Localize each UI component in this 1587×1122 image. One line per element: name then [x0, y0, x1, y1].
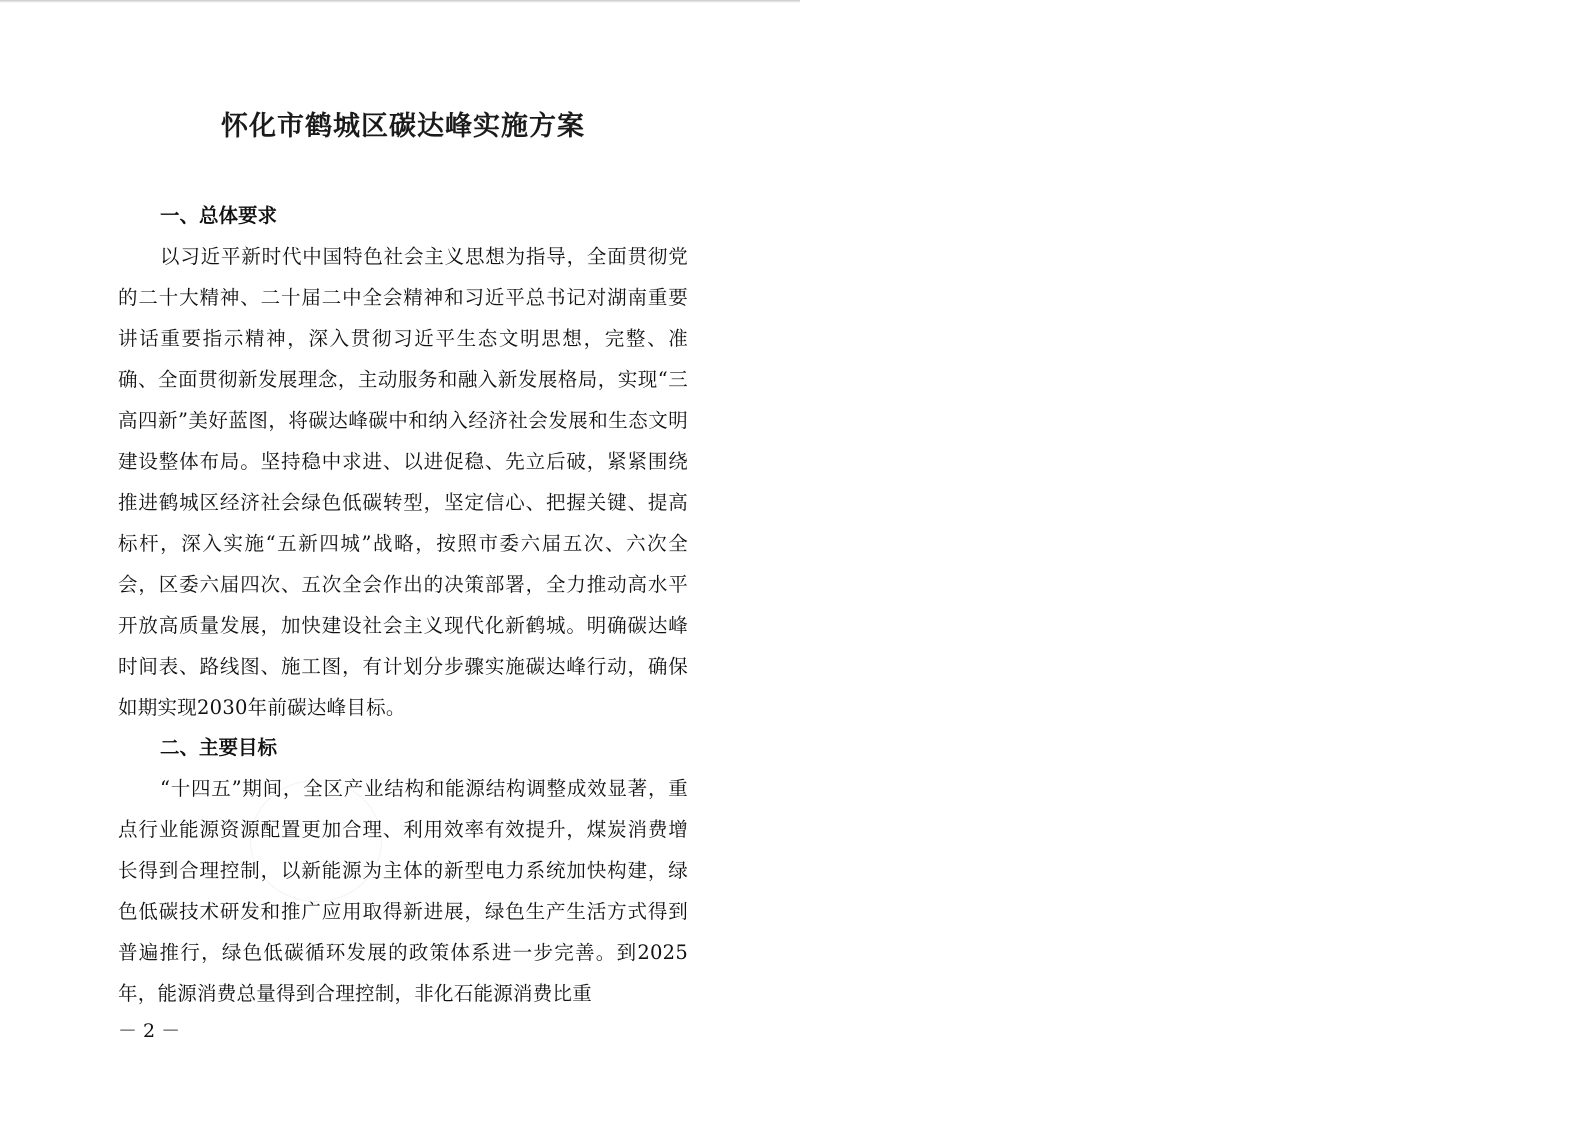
- section-1-paragraph: 以习近平新时代中国特色社会主义思想为指导，全面贯彻党的二十大精神、二十届二中全会精神和习近平总书记对湖南重要讲话重要指示精神，深入贯彻习近平生态文明思想，完整、准确、全面贯彻新发展理念，主动服务和融入新发展格局，实现“三高四新”美好蓝图，将碳达峰碳中和纳入经济社会发展和生态文明建设整体布局。坚持稳中求进、以进促稳、先立后破，紧紧围绕推进鹤城区经济社会绿色低碳转型，坚定信心、把握关键、提高标杆，深入实施“五新四城”战略，按照市委六届五次、六次全会，区委六届四次、五次全会作出的决策部署，全力推动高水平开放高质量发展，加快建设社会主义现代化新鹤城。明确碳达峰时间表、路线图、施工图，有计划分步骤实施碳达峰行动，确保如期实现2030年前碳达峰目标。: [118, 245, 688, 719]
- section-2-paragraph: “十四五”期间，全区产业结构和能源结构调整成效显著，重点行业能源资源配置更加合理、利用效率有效提升，煤炭消费增长得到合理控制，以新能源为主体的新型电力系统加快构建，绿色低碳技术研发和推广应用取得新进展，绿色生产生活方式得到普遍推行，绿色低碳循环发展的政策体系进一步完善。到2025年，能源消费总量得到合理控制，非化石能源消费比重: [118, 777, 688, 1005]
- section-2-heading: 二、主要目标: [160, 736, 278, 759]
- section-1-heading: 一、总体要求: [160, 204, 278, 227]
- document-title: 怀化市鹤城区碳达峰实施方案: [221, 111, 585, 142]
- page-number: － 2 －: [118, 1020, 181, 1042]
- document-body: [118, 196, 688, 1014]
